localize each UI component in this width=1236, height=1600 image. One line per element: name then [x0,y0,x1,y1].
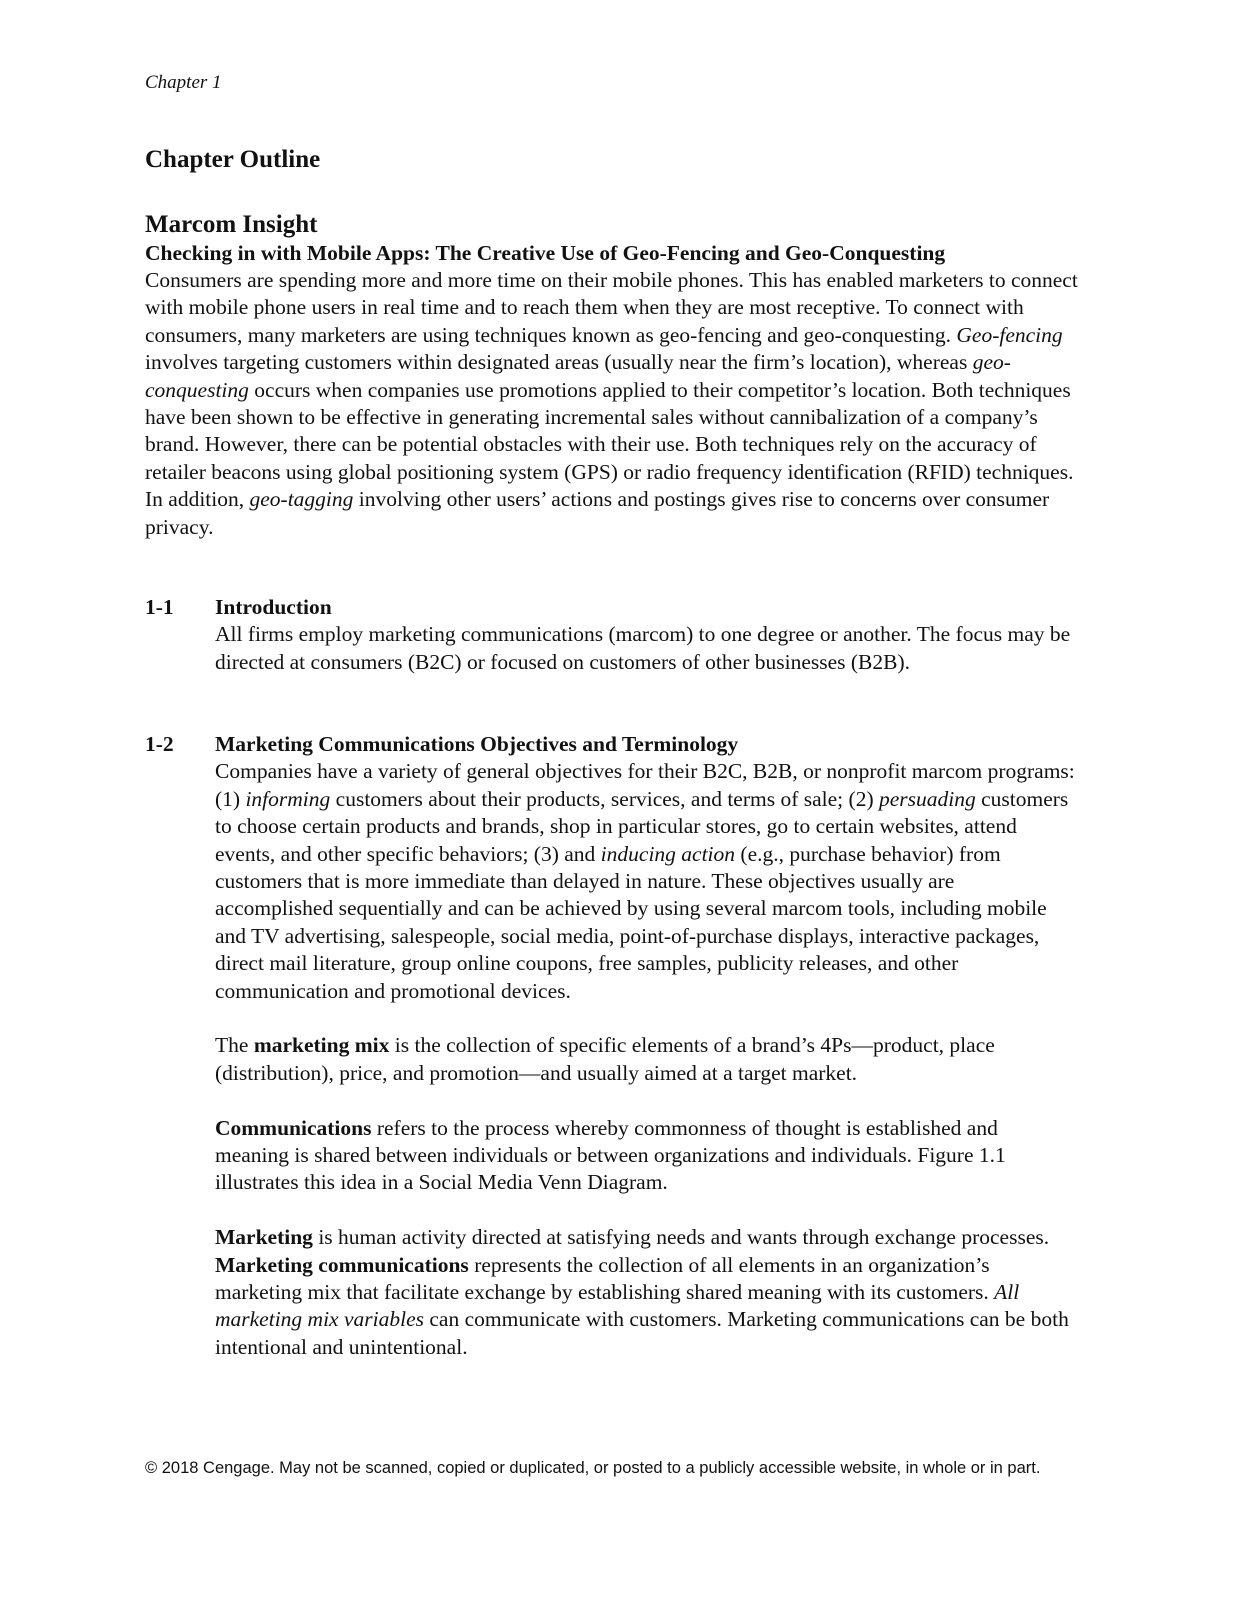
marketing-text-3: can communicate with customers. Marketing communications can be both intentional and unintentional. [215,1307,1069,1359]
objectives-text-3: customers to choose certain products and brands, shop in particular stores, go to certain websites, attend events, and other specific behaviors; (3) and [215,786,1069,866]
term-persuading: persuading [878,786,976,811]
marketing-text-1: is human activity directed at satisfying needs and wants through exchange processes. [318,1225,1050,1250]
insight-text-4: involving other users’ actions and postings gives rise to concerns over consumer privacy. [145,487,1050,539]
term-inducing-action: inducing action [600,841,736,866]
section-paragraph: All firms employ marketing communications (marcom) to one degree or another. The focus may be directed at consumers (B2C) or focused on customers of other businesses (B2B). [215,622,1071,674]
running-head: Chapter 1 [145,72,222,93]
chapter-outline-title: Chapter Outline [145,146,321,173]
marketing-mix-paragraph [215,1032,1075,1087]
marketing-mix-text-pre: The [215,1033,249,1058]
term-marketing-communications: Marketing communications [215,1252,469,1277]
term-geo-tagging: geo-tagging [249,487,354,512]
section-body [215,594,1075,676]
marcom-insight-heading: Marcom Insight [145,211,318,238]
objectives-text-1: Companies have a variety of general objectives for their B2C, B2B, or nonprofit marcom programs: (1) [215,759,1075,811]
term-all-marketing-mix-variables: All marketing mix variables [215,1280,1020,1332]
objectives-text-4: (e.g., purchase behavior) from customers that is more immediate than delayed in nature. These objectives usually are accomplished sequentially and can be achieved by using several marcom tools, including mobile and TV advertising, salespeople, social media, point-of-purchase displays, interactive packages, direct mail literature, group online coupons, free samples, publicity releases, and other communication and promotional devices. [215,841,1047,1003]
marketing-mix-text: is the collection of specific elements of a brand’s 4Ps—product, place (distribution), price, and promotion—and usually aimed at a target market. [215,1033,995,1085]
objectives-paragraph [215,758,1075,1005]
marcom-insight-paragraph [145,267,1080,541]
term-marketing-mix: marketing mix [253,1033,390,1058]
communications-paragraph [215,1115,1075,1197]
section-body [215,731,1075,1361]
marketing-paragraph [215,1224,1075,1361]
communications-text: refers to the process whereby commonness of thought is established and meaning is shared between individuals or between organizations and individuals. Figure 1.1 illustrates this idea in a Social Media Venn Diagram. [215,1115,1006,1195]
insight-text-2: involves targeting customers within designated areas (usually near the firm’s location), whereas [145,350,968,375]
insight-text-3: occurs when companies use promotions applied to their competitor’s location. Both techniques have been shown to be effective in generating incremental sales without cannibalization of a company’s brand. However, there can be potential obstacles with their use. Both techniques rely on the accuracy of retailer beacons using global positioning system (GPS) or radio frequency identification (RFID) techniques. In addition, [145,377,1074,512]
section-1-1 [145,594,1075,676]
objectives-text-2: customers about their products, services, and terms of sale; (2) [335,786,874,811]
paragraph-gap [215,1005,1075,1032]
section-1-2 [145,731,1075,1361]
paragraph-gap [215,1087,1075,1114]
term-communications: Communications [215,1115,372,1140]
section-title: Marketing Communications Objectives and Terminology [215,732,739,756]
paragraph-gap [215,1197,1075,1224]
term-geo-fencing: Geo-fencing [956,322,1063,347]
term-marketing: Marketing [215,1225,313,1250]
insight-text-1: Consumers are spending more and more time on their mobile phones. This has enabled marketers to connect with mobile phone users in real time and to reach them when they are most receptive. To connect with consumers, many marketers are using techniques known as geo-fencing and geo-conquesting. [145,268,1078,347]
term-informing: informing [245,786,331,811]
marcom-insight-section [145,210,1080,541]
marcom-insight-subheading: Checking in with Mobile Apps: The Creative Use of Geo-Fencing and Geo-Conquesting [145,241,946,265]
section-title: Introduction [215,595,332,619]
marketing-text-2: represents the collection of all elements in an organization’s marketing mix that facilitate exchange by establishing shared meaning with its customers. [215,1252,990,1305]
term-geo-conquesting: geo-conquesting [145,350,1011,402]
copyright-footer: © 2018 Cengage. May not be scanned, copied or duplicated, or posted to a publicly accessible website, in whole or in part. [145,1459,1041,1477]
section-number: 1-1 [145,595,174,619]
section-number: 1-2 [145,732,174,756]
